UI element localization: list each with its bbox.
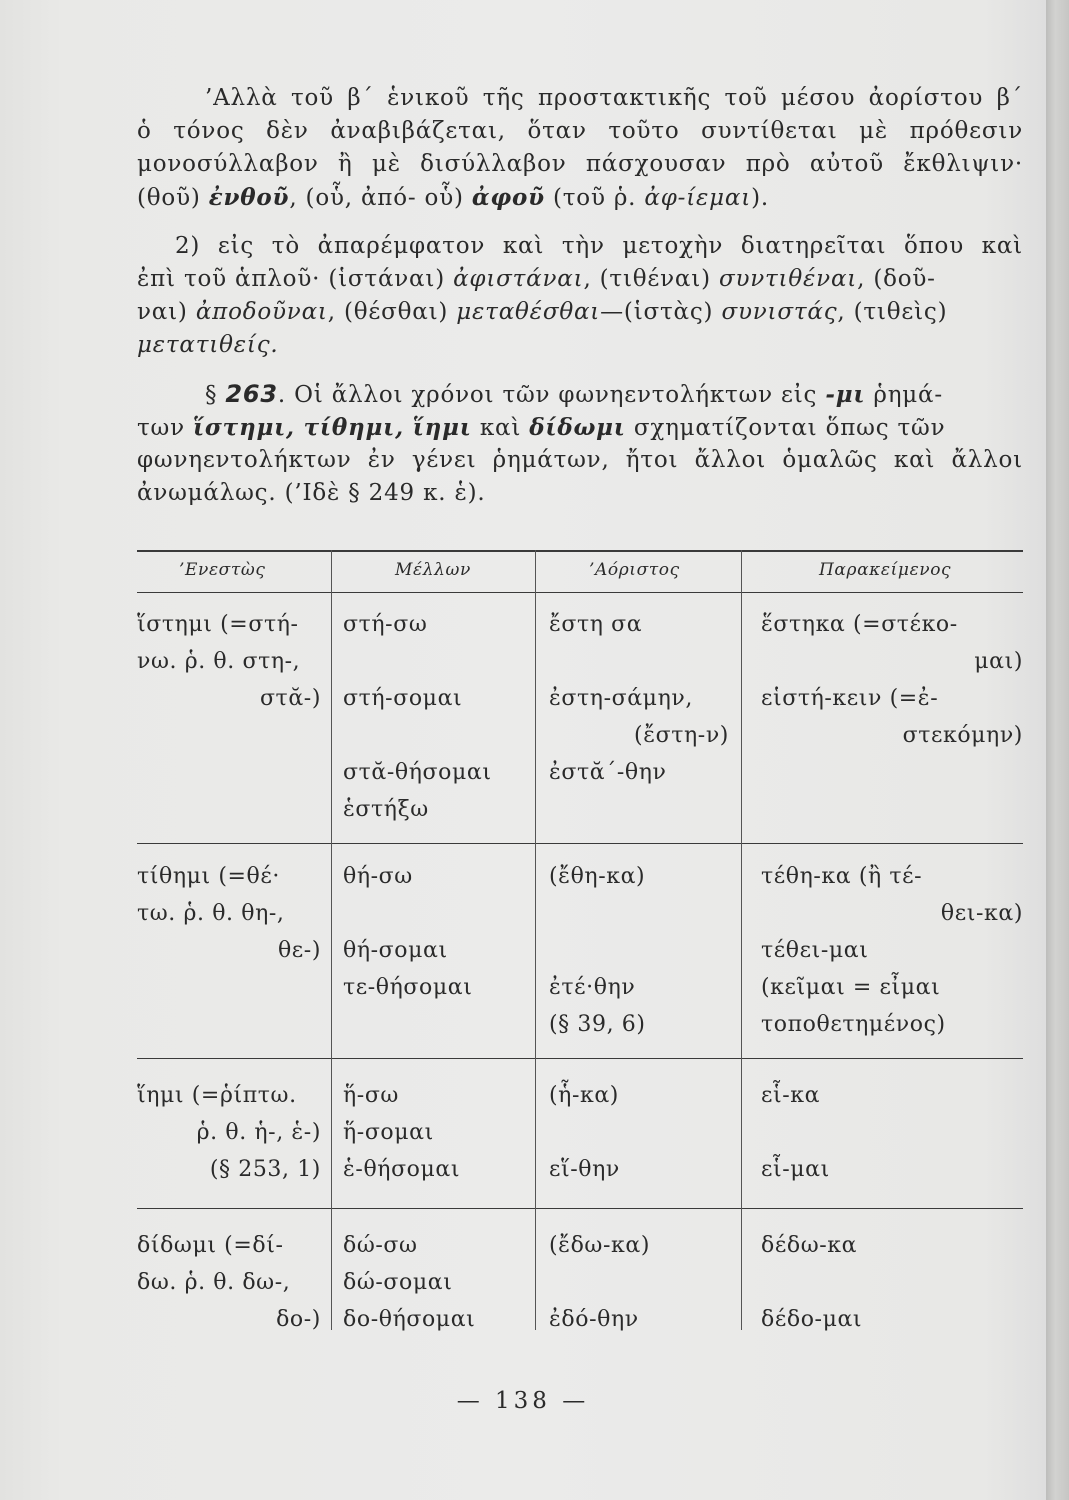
column-divider	[331, 550, 332, 1330]
cell-line: στή-σω	[343, 612, 428, 637]
row-divider	[137, 1208, 1023, 1209]
cell-present	[137, 1077, 321, 1188]
section-number: 263	[225, 380, 278, 408]
column-divider	[741, 550, 742, 1330]
cell-line: (ἔστη-ν)	[634, 723, 729, 748]
conjugation-table	[137, 550, 1023, 1330]
italic-word: ἀποδοῦναι	[195, 299, 328, 325]
column-divider	[535, 550, 536, 1330]
text-line: μονοσύλλαβον ἢ μὲ δισύλλαβον πάσχουσαν πρὸ αὐτοῦ ἔκθλιψιν·	[137, 151, 1023, 177]
cell-line: νω. ῥ. θ. στη-,	[137, 649, 301, 674]
cell-perfect	[761, 858, 1023, 1043]
table-top-rule	[137, 550, 1023, 552]
cell-line: τω. ῥ. θ. θη-,	[137, 901, 285, 926]
emphasized-word: -μι	[825, 381, 866, 408]
cell-line: ἐδό-θην	[549, 1307, 639, 1332]
text-fragment: , (θέσθαι)	[327, 299, 457, 325]
cell-line: θή-σω	[343, 864, 413, 889]
cell-line: δο-θήσομαι	[343, 1307, 476, 1332]
text-line	[137, 296, 1023, 329]
emphasized-word: ἵστημι, τίθημι, ἵημι	[192, 414, 472, 441]
text-line: ἀνωμάλως. (’Ιδὲ § 249 κ. ἑ).	[137, 480, 486, 506]
cell-line: δο-)	[276, 1307, 321, 1332]
cell-line: εἷ-κα	[761, 1083, 821, 1108]
cell-line: στᾰ-θήσομαι	[343, 760, 492, 785]
page-number: — 138 —	[456, 1388, 590, 1414]
text-fragment: ).	[751, 185, 769, 211]
cell-line: (ἔθη-κα)	[549, 864, 646, 889]
cell-line: (ἧ-κα)	[549, 1083, 619, 1108]
header-aorist: ’Αόριστος	[589, 560, 680, 580]
cell-line: ἑ-θήσομαι	[343, 1157, 461, 1182]
italic-word: συντιθέναι	[718, 266, 858, 292]
text-fragment: ῥημά-	[865, 382, 943, 408]
cell-line: δω. ῥ. θ. δω-,	[137, 1270, 291, 1295]
italic-word: συνιστάς	[721, 299, 838, 325]
cell-line: δέδο-μαι	[761, 1307, 863, 1332]
cell-line: θε-)	[277, 938, 321, 963]
header-present: ’Ενεστὼς	[179, 560, 266, 580]
header-rule	[137, 592, 1023, 593]
text-line: φωνηεντολήκτων ἐν γένει ῥημάτων, ἤτοι ἄλλοι ὁμαλῶς καὶ ἄλλοι	[137, 447, 1023, 473]
cell-line: θει-κα)	[940, 901, 1023, 926]
text-fragment: των	[137, 415, 193, 441]
text-fragment: ἐπὶ τοῦ ἁπλοῦ· (ἱστάναι)	[137, 266, 454, 292]
cell-line: εἵ-θην	[549, 1157, 620, 1182]
text-fragment: , (οὗ, ἀπό- οὗ)	[289, 185, 472, 211]
emphasized-word: δίδωμι	[529, 414, 626, 441]
row-divider	[137, 1058, 1023, 1059]
text-line: μετατιθείς.	[137, 332, 279, 358]
italic-word: ἀφιστάναι	[453, 266, 584, 292]
cell-line: ἕστηκα (=στέκο-	[761, 612, 958, 637]
cell-line: (κεῖμαι = εἶμαι	[761, 975, 941, 1000]
paragraph-2	[137, 230, 1023, 362]
cell-line: (§ 253, 1)	[209, 1157, 321, 1182]
cell-aorist	[549, 1077, 620, 1188]
page-edge	[1046, 0, 1069, 1500]
header-future: Μέλλων	[395, 560, 471, 580]
cell-future	[343, 1077, 460, 1188]
cell-line: θή-σομαι	[343, 938, 448, 963]
cell-line: τέθη-κα (ἢ τέ-	[761, 864, 923, 889]
cell-line: εἱστή-κειν (=ἐ-	[761, 686, 939, 711]
cell-line: μαι)	[974, 649, 1023, 674]
cell-line: ἵστημι (=στή-	[137, 612, 299, 637]
cell-future	[343, 606, 492, 828]
text-fragment: , (τιθέναι)	[583, 266, 719, 292]
cell-aorist	[549, 1227, 650, 1338]
text-line: ὁ τόνος δὲν ἀναβιβάζεται, ὅταν τοῦτο συντίθεται μὲ πρόθεσιν	[137, 118, 1023, 144]
section-sign: §	[205, 382, 226, 408]
cell-line: στᾰ-)	[259, 686, 321, 711]
cell-line: τέθει-μαι	[761, 938, 869, 963]
text-fragment: , (δοῦ-	[857, 266, 936, 292]
italic-word: μεταθέσθαι	[456, 299, 601, 325]
cell-present	[137, 858, 321, 969]
cell-line: δώ-σω	[343, 1233, 418, 1258]
cell-line: ἥ-σω	[343, 1083, 399, 1108]
cell-line: ἥ-σομαι	[343, 1120, 434, 1145]
row-divider	[137, 843, 1023, 844]
text-line	[137, 411, 1023, 444]
text-line: ’Αλλὰ τοῦ β΄ ἑνικοῦ τῆς προστακτικῆς τοῦ μέσου ἀορίστου β΄	[205, 85, 1023, 111]
text-fragment: . Οἱ ἄλλοι χρόνοι τῶν φωνηεντολήκτων εἰς	[277, 382, 826, 408]
text-fragment: —(ἱστὰς)	[600, 299, 722, 325]
emphasized-word: ἐνθοῦ	[208, 184, 290, 211]
text-fragment: (τοῦ ῥ.	[544, 185, 645, 211]
text-line: 2) εἰς τὸ ἀπαρέμφατον καὶ τὴν μετοχὴν διατηρεῖται ὅπου καὶ	[175, 233, 1023, 259]
cell-aorist	[549, 606, 729, 791]
header-perfect: Παρακείμενος	[819, 560, 952, 580]
cell-line: ἐστᾰ΄-θην	[549, 760, 667, 785]
cell-line: ἐτέ·θην	[549, 975, 636, 1000]
cell-line: δίδωμι (=δί-	[137, 1233, 284, 1258]
cell-aorist	[549, 858, 729, 1043]
cell-perfect	[761, 1227, 862, 1338]
paragraph-3	[137, 378, 1023, 510]
text-fragment: (θοῦ)	[137, 185, 209, 211]
cell-line: δώ-σομαι	[343, 1270, 453, 1295]
cell-line: ῥ. θ. ἡ-, ἑ-)	[196, 1120, 321, 1145]
cell-perfect	[761, 606, 1023, 754]
text-line	[137, 181, 897, 214]
cell-line: τε-θήσομαι	[343, 975, 473, 1000]
cell-line: ἑστήξω	[343, 797, 429, 822]
cell-line: τοποθετημένος)	[761, 1012, 946, 1037]
cell-line: ἔστη σα	[549, 612, 643, 637]
cell-present	[137, 606, 321, 717]
emphasized-word: ἀφοῦ	[471, 184, 545, 211]
text-fragment: σχηματίζονται ὅπως τῶν	[625, 415, 946, 441]
cell-line: στή-σομαι	[343, 686, 463, 711]
text-fragment: ναι)	[137, 299, 196, 325]
italic-word: ἀφ-ίεμαι	[644, 185, 752, 211]
text-fragment: , (τιθεὶς)	[837, 299, 948, 325]
text-fragment: καὶ	[471, 415, 530, 441]
paragraph-1	[137, 82, 1023, 214]
cell-present	[137, 1227, 321, 1338]
cell-perfect	[761, 1077, 830, 1188]
text-line	[137, 378, 1023, 411]
text-line	[137, 263, 1023, 296]
cell-future	[343, 858, 472, 1006]
cell-line: τίθημι (=θέ·	[137, 864, 280, 889]
cell-line: (ἔδω-κα)	[549, 1233, 650, 1258]
cell-future	[343, 1227, 475, 1338]
cell-line: ἐστη-σάμην,	[549, 686, 693, 711]
cell-line: στεκόμην)	[902, 723, 1023, 748]
cell-line: δέδω-κα	[761, 1233, 858, 1258]
cell-line: (§ 39, 6)	[549, 1012, 646, 1037]
cell-line: ἵημι (=ῥίπτω.	[137, 1083, 297, 1108]
cell-line: εἷ-μαι	[761, 1157, 830, 1182]
